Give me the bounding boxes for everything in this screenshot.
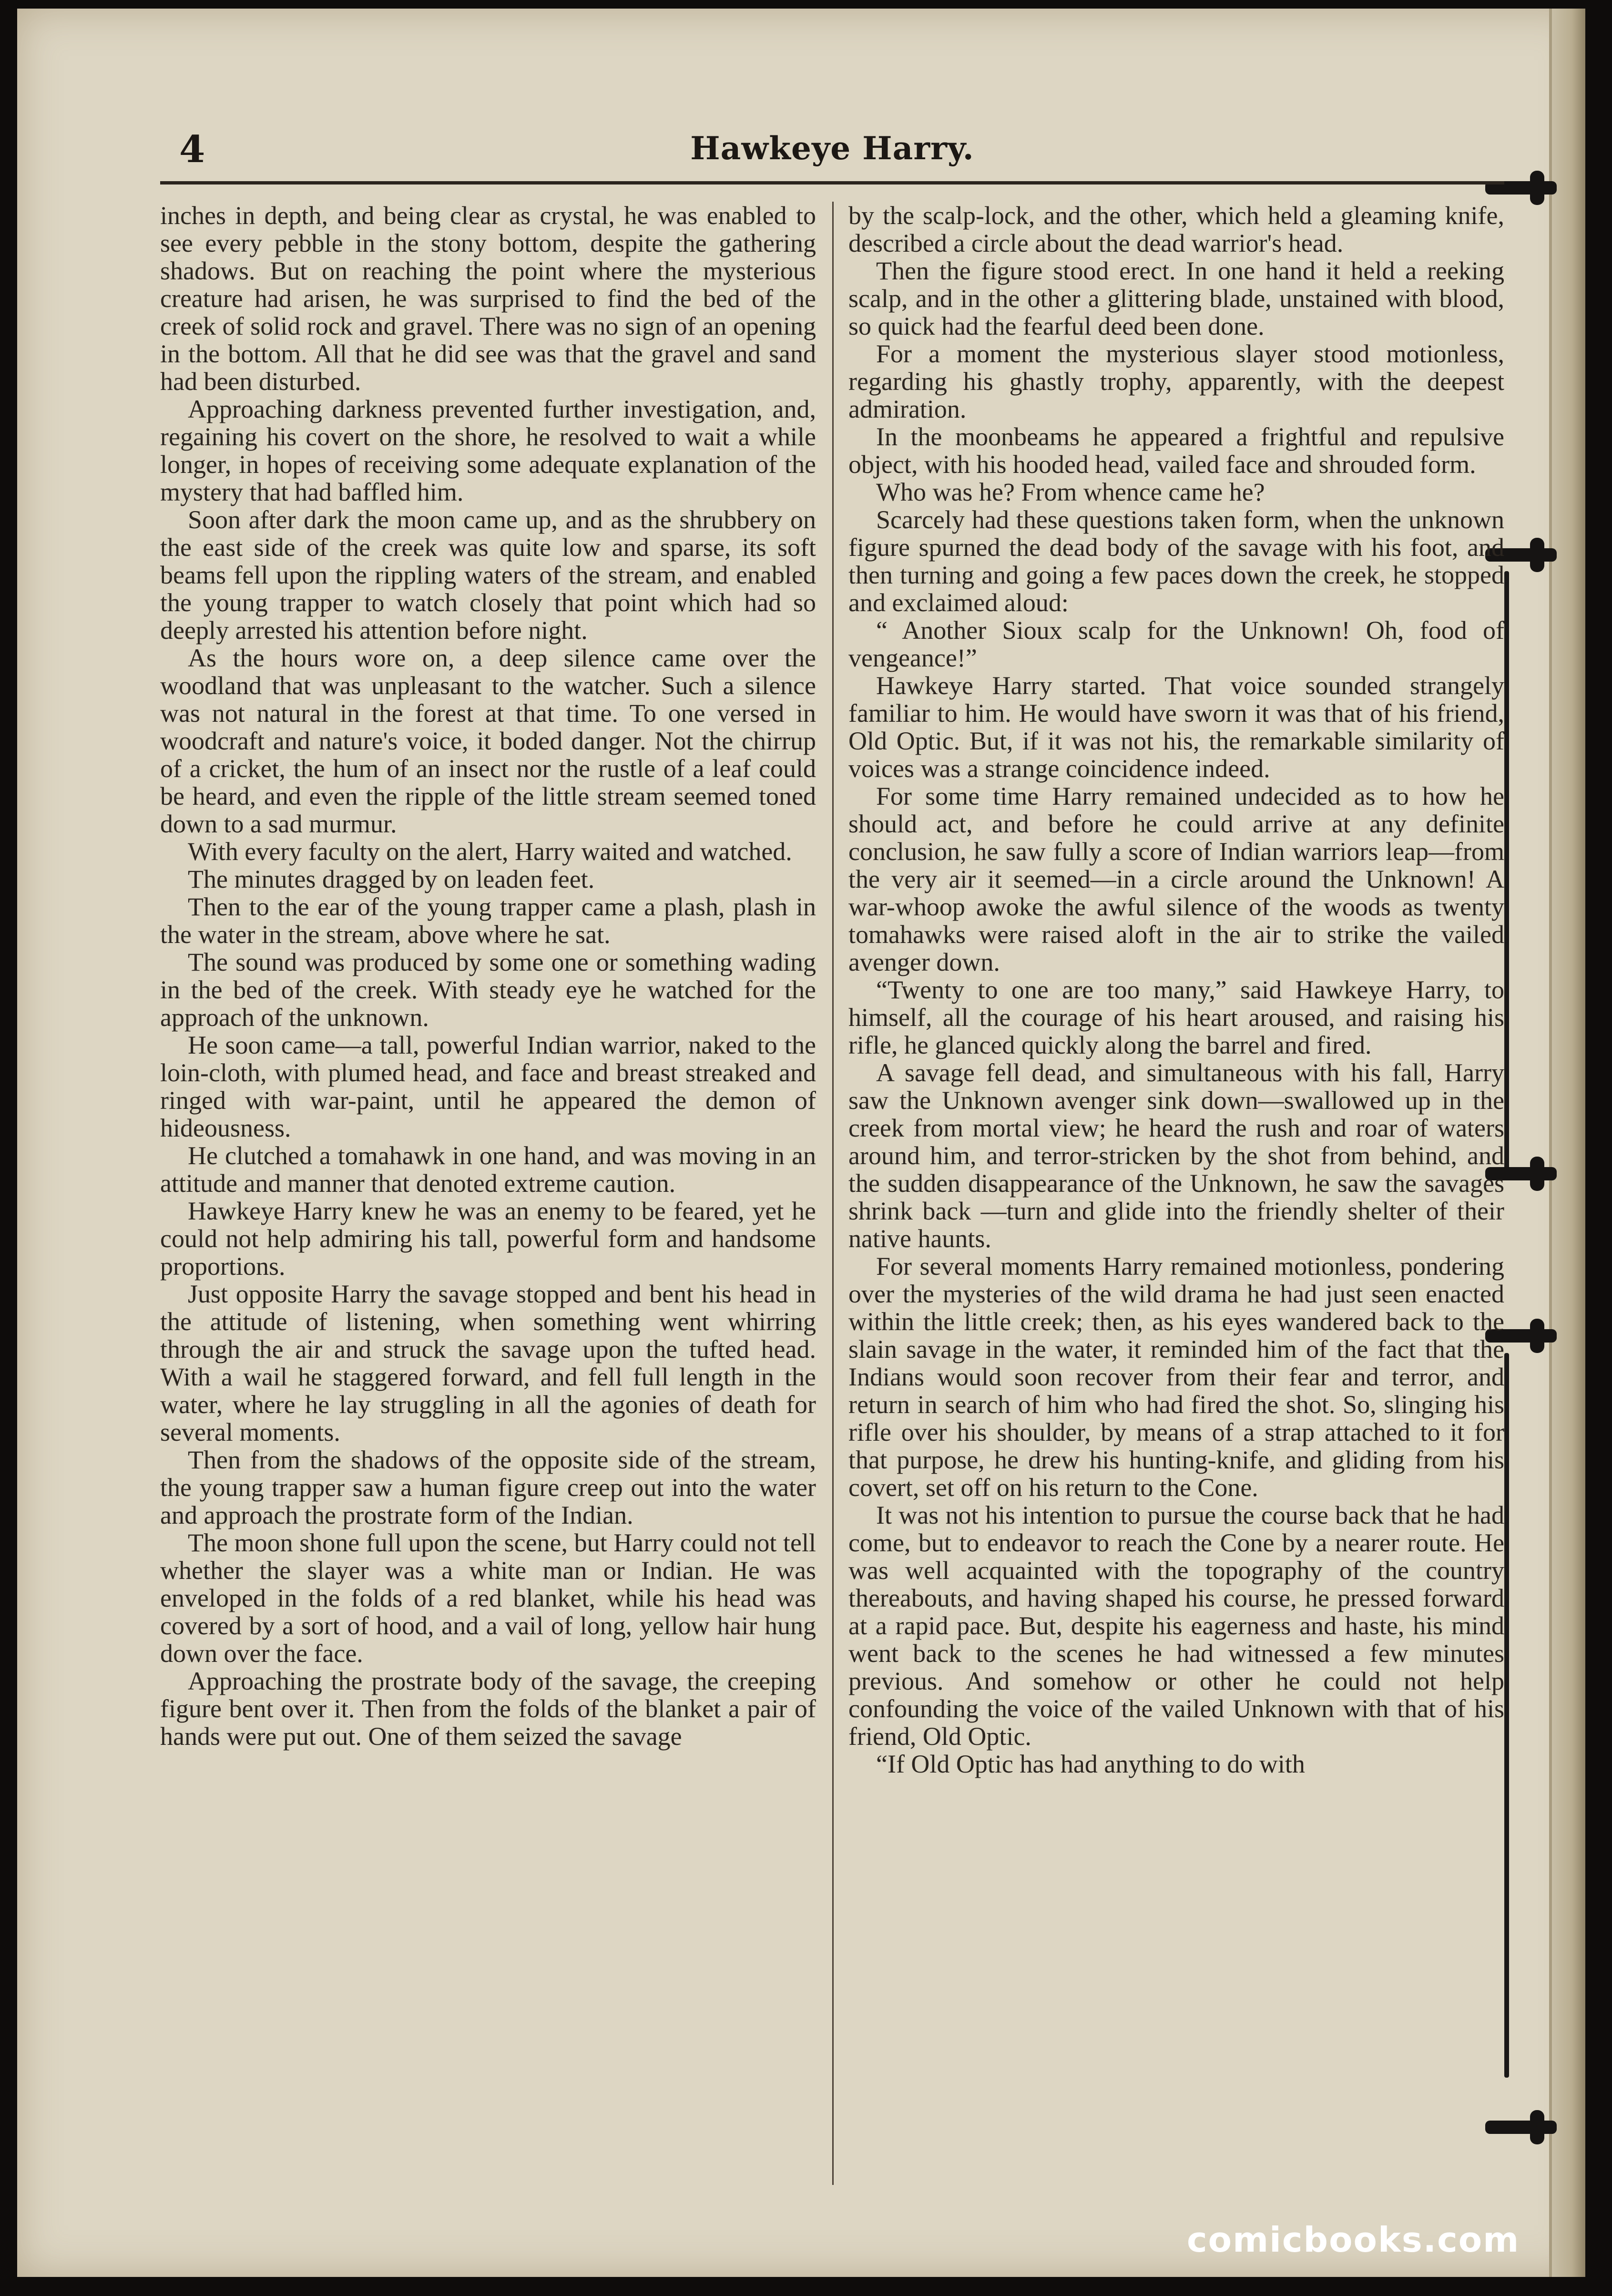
paragraph: Then the figure stood erect. In one hand it held a reeking scalp, and in the other a glittering blade, unstained with blood, so quick had the fearful deed been done. xyxy=(848,256,1504,340)
column-divider xyxy=(832,202,834,2185)
paragraph: Then from the shadows of the opposite side of the stream, the young trapper saw a human figure creep out into the water and approach the prostrate form of the Indian. xyxy=(160,1445,816,1529)
binding-spine xyxy=(1552,9,1585,2277)
paragraph: inches in depth, and being clear as crystal, he was enabled to see every pebble in the stony bottom, despite the gathering shadows. But on reaching the point where the mysterious creature had arisen, he was surprised to find the bed of the creek of solid rock and gravel. There was no sign of an opening in the bottom. All that he did see was that the gravel and sand had been disturbed. xyxy=(160,201,816,396)
paragraph: Who was he? From whence came he? xyxy=(876,478,1265,506)
paragraph: The moon shone full upon the scene, but Harry could not tell whether the slayer was a white man or Indian. He was enveloped in the folds of a red blanket, while his head was covered by a sort of hood, and a vail of long, yellow hair hung down over the face. xyxy=(160,1528,816,1668)
paragraph: He clutched a tomahawk in one hand, and was moving in an attitude and manner that denoted extreme caution. xyxy=(160,1141,816,1198)
paragraph: In the moonbeams he appeared a frightful and repulsive object, with his hooded head, vailed face and shrouded form. xyxy=(848,422,1504,479)
paragraph: For some time Harry remained undecided as to how he should act, and before he could arrive at any definite conclusion, he saw fully a score of Indian warriors leap—from the very air it seemed—in a circle around the Unknown! A war-whoop awoke the awful silence of the woods as twenty tomahawks were raised aloft in the air to strike the vailed avenger down. xyxy=(848,782,1504,976)
watermark: comicbooks.com xyxy=(1187,2220,1520,2260)
paragraph: Scarcely had these questions taken form, when the unknown figure spurned the dead body of the savage with his foot, and then turning and going a few paces down the creek, he stopped and exclaimed aloud: xyxy=(848,505,1504,617)
page-header xyxy=(160,123,1504,185)
running-title: Hawkeye Harry. xyxy=(690,130,974,167)
paragraph: Hawkeye Harry knew he was an enemy to be feared, yet he could not help admiring his tall, powerful form and handsome proportions. xyxy=(160,1197,816,1281)
paragraph: As the hours wore on, a deep silence came over the woodland that was unpleasant to the watcher. Such a silence was not natural in the forest at that time. To one versed in woodcraft and nature's voice, it boded danger. Not the chirrup of a cricket, the hum of an insect nor the rustle of a leaf could be heard, and even the ripple of the little stream seemed toned down to a sad murmur. xyxy=(160,644,816,838)
binding-staple xyxy=(1485,2121,1557,2134)
paragraph: For several moments Harry remained motionless, pondering over the mysteries of the wild drama he had just seen enacted within the little creek; then, as his eyes wandered back to the slain savage in the water, it reminded him of the fact that the Indians would soon recover from their fear and terror, and return in search of him who had fired the shot. So, slinging his rifle over his shoulder, by means of a strap attached to it for that purpose, he drew his hunting-knife, and gliding from his covert, set off on his return to the Cone. xyxy=(848,1252,1504,1502)
paragraph: Hawkeye Harry started. That voice sounded strangely familiar to him. He would have sworn it was that of his friend, Old Optic. But, if it was not his, the remarkable similarity of voices was a strange coincidence indeed. xyxy=(848,671,1504,783)
paragraph: “If Old Optic has had anything to do with xyxy=(876,1750,1305,1778)
paragraph: “Twenty to one are too many,” said Hawkeye Harry, to himself, all the courage of his heart aroused, and raising his rifle, he glanced quickly along the barrel and fired. xyxy=(848,975,1504,1059)
binding-stitch xyxy=(1504,571,1509,1172)
page-number: 4 xyxy=(179,128,205,171)
header-rule xyxy=(160,181,1504,184)
paragraph: The sound was produced by some one or something wading in the bed of the creek. With steady eye he watched for the approach of the unknown. xyxy=(160,948,816,1032)
paragraph: The minutes dragged by on leaden feet. xyxy=(188,865,595,893)
paragraph: by the scalp-lock, and the other, which held a gleaming knife, described a circle about the dead warrior's head. xyxy=(848,201,1504,257)
paragraph: He soon came—a tall, powerful Indian warrior, naked to the loin-cloth, with plumed head, and face and breast streaked and ringed with war-paint, until he appeared the demon of hideousness. xyxy=(160,1031,816,1142)
paragraph: Soon after dark the moon came up, and as the shrubbery on the east side of the creek was quite low and sparse, its soft beams fell upon the rippling waters of the stream, and enabled the young trapper to watch closely that point which had so deeply arrested his attention before night. xyxy=(160,505,816,645)
paragraph: It was not his intention to pursue the course back that he had come, but to endeavor to reach the Cone by a nearer route. He was well acquainted with the topography of the country thereabouts, and having shaped his course, he pressed forward at a rapid pace. But, despite his eagerness and haste, his mind went back to the scenes he had witnessed a few minutes previous. And somehow or other he could not help confounding the voice of the vailed Unknown with that of his friend, Old Optic. xyxy=(848,1501,1504,1751)
paragraph: Then to the ear of the young trapper came a plash, plash in the water in the stream, above where he sat. xyxy=(160,892,816,949)
right-text-column xyxy=(848,202,1504,1778)
paragraph: For a moment the mysterious slayer stood motionless, regarding his ghastly trophy, apparently, with the deepest admiration. xyxy=(848,339,1504,423)
paragraph: Just opposite Harry the savage stopped and bent his head in the attitude of listening, when something went whirring through the air and struck the savage upon the tufted head. With a wail he staggered forward, and fell full length in the water, where he lay struggling in all the agonies of death for several moments. xyxy=(160,1280,816,1446)
paragraph: Approaching the prostrate body of the savage, the creeping figure bent over it. Then from the folds of the blanket a pair of hands were put out. One of them seized the savage xyxy=(160,1667,816,1751)
binding-stitch xyxy=(1504,1353,1509,2078)
paragraph: “ Another Sioux scalp for the Unknown! Oh, food of vengeance!” xyxy=(848,616,1504,672)
magazine-page xyxy=(17,9,1585,2277)
paragraph: Approaching darkness prevented further investigation, and, regaining his covert on the shore, he resolved to wait a while longer, in hopes of receiving some adequate explanation of the mystery that had baffled him. xyxy=(160,395,816,506)
paragraph: A savage fell dead, and simultaneous with his fall, Harry saw the Unknown avenger sink down—swallowed up in the creek from mortal view; he heard the rush and roar of waters around him, and terror-stricken by the shot from behind, and the sudden disappearance of the Unknown, he saw the savages shrink back —turn and glide into the friendly shelter of their native haunts. xyxy=(848,1058,1504,1253)
left-text-column xyxy=(160,202,816,1750)
paragraph: With every faculty on the alert, Harry waited and watched. xyxy=(188,837,792,866)
